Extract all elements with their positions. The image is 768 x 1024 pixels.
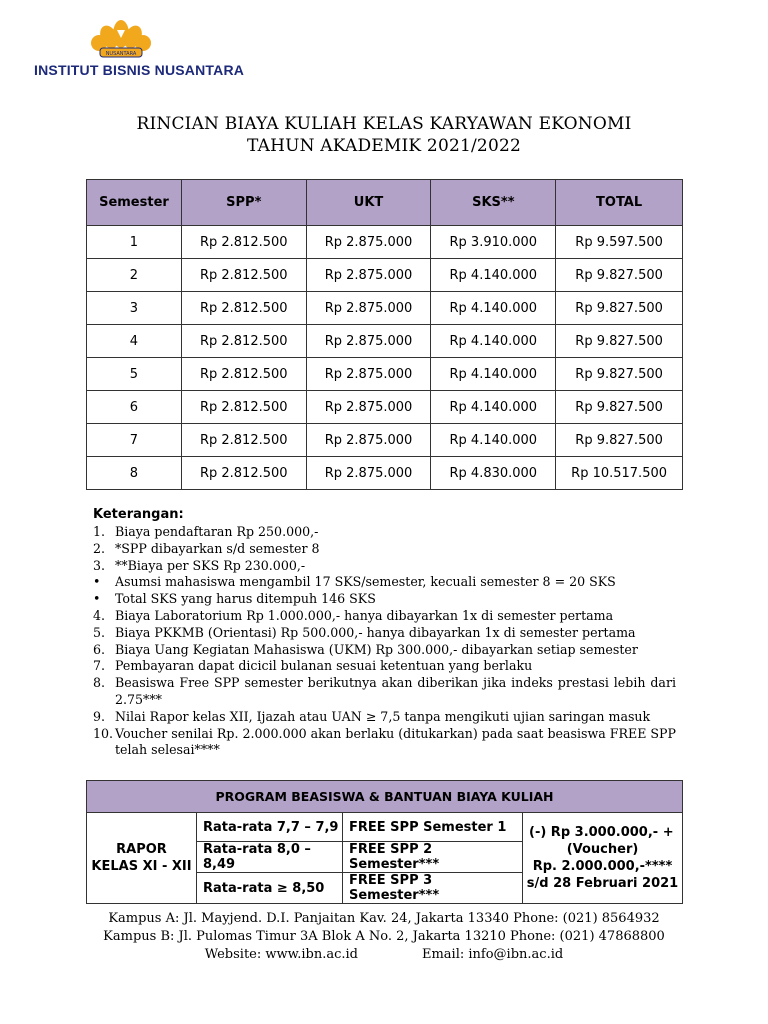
fee-table-cell: Rp 9.827.500 xyxy=(556,358,683,391)
fee-table-cell: Rp 2.812.500 xyxy=(181,259,306,292)
program-heading: PROGRAM BEASISWA & BANTUAN BIAYA KULIAH xyxy=(87,781,683,813)
fee-table xyxy=(86,179,683,490)
fee-table-cell: Rp 2.875.000 xyxy=(306,391,431,424)
note-marker: 9. xyxy=(93,708,106,724)
fee-table-cell: Rp 4.830.000 xyxy=(431,457,556,490)
column-header: Semester xyxy=(87,180,182,226)
fee-table-cell: Rp 4.140.000 xyxy=(431,358,556,391)
program-benefit: FREE SPP 2 Semester*** xyxy=(343,842,523,873)
fee-table-cell: 6 xyxy=(87,391,182,424)
note-item xyxy=(93,642,676,659)
note-marker: 8. xyxy=(93,675,106,691)
note-marker: 6. xyxy=(93,641,106,657)
footer-contact xyxy=(0,947,768,962)
fee-table-cell: Rp 9.827.500 xyxy=(556,292,683,325)
program-category-line1: RAPOR xyxy=(116,842,167,857)
fee-table-cell: Rp 2.875.000 xyxy=(306,325,431,358)
page-subtitle: TAHUN AKADEMIK 2021/2022 xyxy=(246,136,521,156)
fee-table-row xyxy=(87,292,683,325)
fee-table-row xyxy=(87,325,683,358)
fee-table-row xyxy=(87,391,683,424)
fee-table-cell: 1 xyxy=(87,226,182,259)
note-item xyxy=(93,726,676,760)
note-item xyxy=(93,524,676,541)
note-text: Biaya pendaftaran Rp 250.000,- xyxy=(115,524,319,539)
fee-table-cell: Rp 9.827.500 xyxy=(556,325,683,358)
fee-table-cell: Rp 9.597.500 xyxy=(556,226,683,259)
note-text: Voucher senilai Rp. 2.000.000 akan berlaku (ditukarkan) pada saat beasiswa FREE SPP telah selesai**** xyxy=(115,725,676,758)
program-category xyxy=(87,813,197,904)
column-header: TOTAL xyxy=(556,180,683,226)
note-marker: 10. xyxy=(93,725,114,741)
program-criteria: Rata-rata 7,7 – 7,9 xyxy=(197,813,343,842)
note-marker: 7. xyxy=(93,658,106,674)
note-marker: 1. xyxy=(93,524,106,539)
note-text: **Biaya per SKS Rp 230.000,- xyxy=(115,557,306,573)
fee-table-cell: Rp 2.875.000 xyxy=(306,226,431,259)
fee-table-header-row xyxy=(87,180,683,226)
note-text: Beasiswa Free SPP semester berikutnya akan diberikan jika indeks prestasi lebih dari 2.75*** xyxy=(115,675,676,707)
note-text: *SPP dibayarkan s/d semester 8 xyxy=(115,540,320,556)
footer-website: Website: www.ibn.ac.id xyxy=(204,947,358,962)
program-category-line2: KELAS XI - XII xyxy=(91,859,192,874)
note-item xyxy=(93,574,676,591)
fee-table-cell: Rp 2.812.500 xyxy=(181,226,306,259)
note-marker: 3. xyxy=(93,557,106,573)
scholarship-program-table xyxy=(86,780,683,904)
note-item xyxy=(93,591,676,608)
column-header: UKT xyxy=(306,180,431,226)
note-text: Asumsi mahasiswa mengambil 17 SKS/semester, kecuali semester 8 = 20 SKS xyxy=(115,574,616,590)
logo-text: INSTITUT BISNIS NUSANTARA xyxy=(34,62,245,78)
fee-table-cell: Rp 3.910.000 xyxy=(431,226,556,259)
note-text: Nilai Rapor kelas XII, Ijazah atau UAN ≥ 7,5 tanpa mengikuti ujian saringan masuk xyxy=(115,708,651,724)
lotus-emblem-icon xyxy=(90,18,152,64)
fee-table-cell: 7 xyxy=(87,424,182,457)
column-header: SKS** xyxy=(431,180,556,226)
note-text: Biaya Laboratorium Rp 1.000.000,- hanya dibayarkan 1x di semester pertama xyxy=(115,607,614,623)
note-item xyxy=(93,558,676,575)
footer-email: Email: info@ibn.ac.id xyxy=(421,947,564,962)
fee-table-row xyxy=(87,424,683,457)
fee-table-row xyxy=(87,226,683,259)
fee-table-cell: Rp 9.827.500 xyxy=(556,259,683,292)
fee-table-cell: Rp 2.875.000 xyxy=(306,424,431,457)
column-header: SPP* xyxy=(181,180,306,226)
fee-table-cell: Rp 9.827.500 xyxy=(556,424,683,457)
program-discount xyxy=(523,813,683,904)
fee-table-cell: Rp 4.140.000 xyxy=(431,391,556,424)
fee-table-cell: Rp 2.875.000 xyxy=(306,259,431,292)
fee-table-cell: Rp 2.812.500 xyxy=(181,391,306,424)
fee-table-cell: 2 xyxy=(87,259,182,292)
fee-table-cell: Rp 4.140.000 xyxy=(431,259,556,292)
note-item xyxy=(93,625,676,642)
program-benefit: FREE SPP Semester 1 xyxy=(343,813,523,842)
fee-table-row xyxy=(87,259,683,292)
notes-heading: Keterangan: xyxy=(93,507,184,522)
note-item xyxy=(93,709,676,726)
fee-table-cell: Rp 2.812.500 xyxy=(181,292,306,325)
fee-table-cell: 3 xyxy=(87,292,182,325)
fee-table-cell: Rp 2.812.500 xyxy=(181,457,306,490)
note-item xyxy=(93,541,676,558)
footer-campus-a: Kampus A: Jl. Mayjend. D.I. Panjaitan Kav. 24, Jakarta 13340 Phone: (021) 8564932 xyxy=(108,911,660,926)
fee-table-cell: 4 xyxy=(87,325,182,358)
footer-campus-b: Kampus B: Jl. Pulomas Timur 3A Blok A No. 2, Jakarta 13210 Phone: (021) 47868800 xyxy=(103,929,665,944)
note-marker: 5. xyxy=(93,624,106,640)
note-text: Biaya PKKMB (Orientasi) Rp 500.000,- hanya dibayarkan 1x di semester pertama xyxy=(115,624,636,640)
program-criteria: Rata-rata ≥ 8,50 xyxy=(197,873,343,904)
note-text: Pembayaran dapat dicicil bulanan sesuai ketentuan yang berlaku xyxy=(115,658,533,674)
fee-table-cell: Rp 2.812.500 xyxy=(181,325,306,358)
note-item xyxy=(93,608,676,625)
fee-table-cell: Rp 2.875.000 xyxy=(306,457,431,490)
fee-table-cell: Rp 4.140.000 xyxy=(431,424,556,457)
fee-table-cell: Rp 4.140.000 xyxy=(431,292,556,325)
note-marker: 2. xyxy=(93,540,106,556)
page-title: RINCIAN BIAYA KULIAH KELAS KARYAWAN EKONOMI xyxy=(136,114,632,134)
program-criteria: Rata-rata 8,0 – 8,49 xyxy=(197,842,343,873)
note-text: Biaya Uang Kegiatan Mahasiswa (UKM) Rp 300.000,- dibayarkan setiap semester xyxy=(115,641,638,657)
fee-table-cell: Rp 2.875.000 xyxy=(306,358,431,391)
note-item xyxy=(93,675,676,709)
fee-table-cell: Rp 10.517.500 xyxy=(556,457,683,490)
note-marker: • xyxy=(93,574,101,590)
notes-list xyxy=(93,524,676,759)
program-benefit: FREE SPP 3 Semester*** xyxy=(343,873,523,904)
fee-table-row xyxy=(87,457,683,490)
note-marker: 4. xyxy=(93,607,106,623)
institution-logo xyxy=(34,18,245,82)
fee-table-cell: Rp 2.812.500 xyxy=(181,358,306,391)
fee-table-cell: 8 xyxy=(87,457,182,490)
note-marker: • xyxy=(93,591,101,607)
fee-table-cell: Rp 2.812.500 xyxy=(181,424,306,457)
fee-table-cell: Rp 4.140.000 xyxy=(431,325,556,358)
discount-line4: s/d 28 Februari 2021 xyxy=(526,876,679,891)
logo-badge-text: NUSANTARA xyxy=(105,51,137,57)
note-item xyxy=(93,658,676,675)
fee-table-cell: 5 xyxy=(87,358,182,391)
fee-table-row xyxy=(87,358,683,391)
discount-line3: Rp. 2.000.000,-**** xyxy=(532,859,673,874)
discount-line1: (-) Rp 3.000.000,- + xyxy=(529,825,674,840)
note-text: Total SKS yang harus ditempuh 146 SKS xyxy=(115,591,376,607)
discount-line2: (Voucher) xyxy=(566,842,639,857)
fee-table-cell: Rp 2.875.000 xyxy=(306,292,431,325)
fee-table-cell: Rp 9.827.500 xyxy=(556,391,683,424)
